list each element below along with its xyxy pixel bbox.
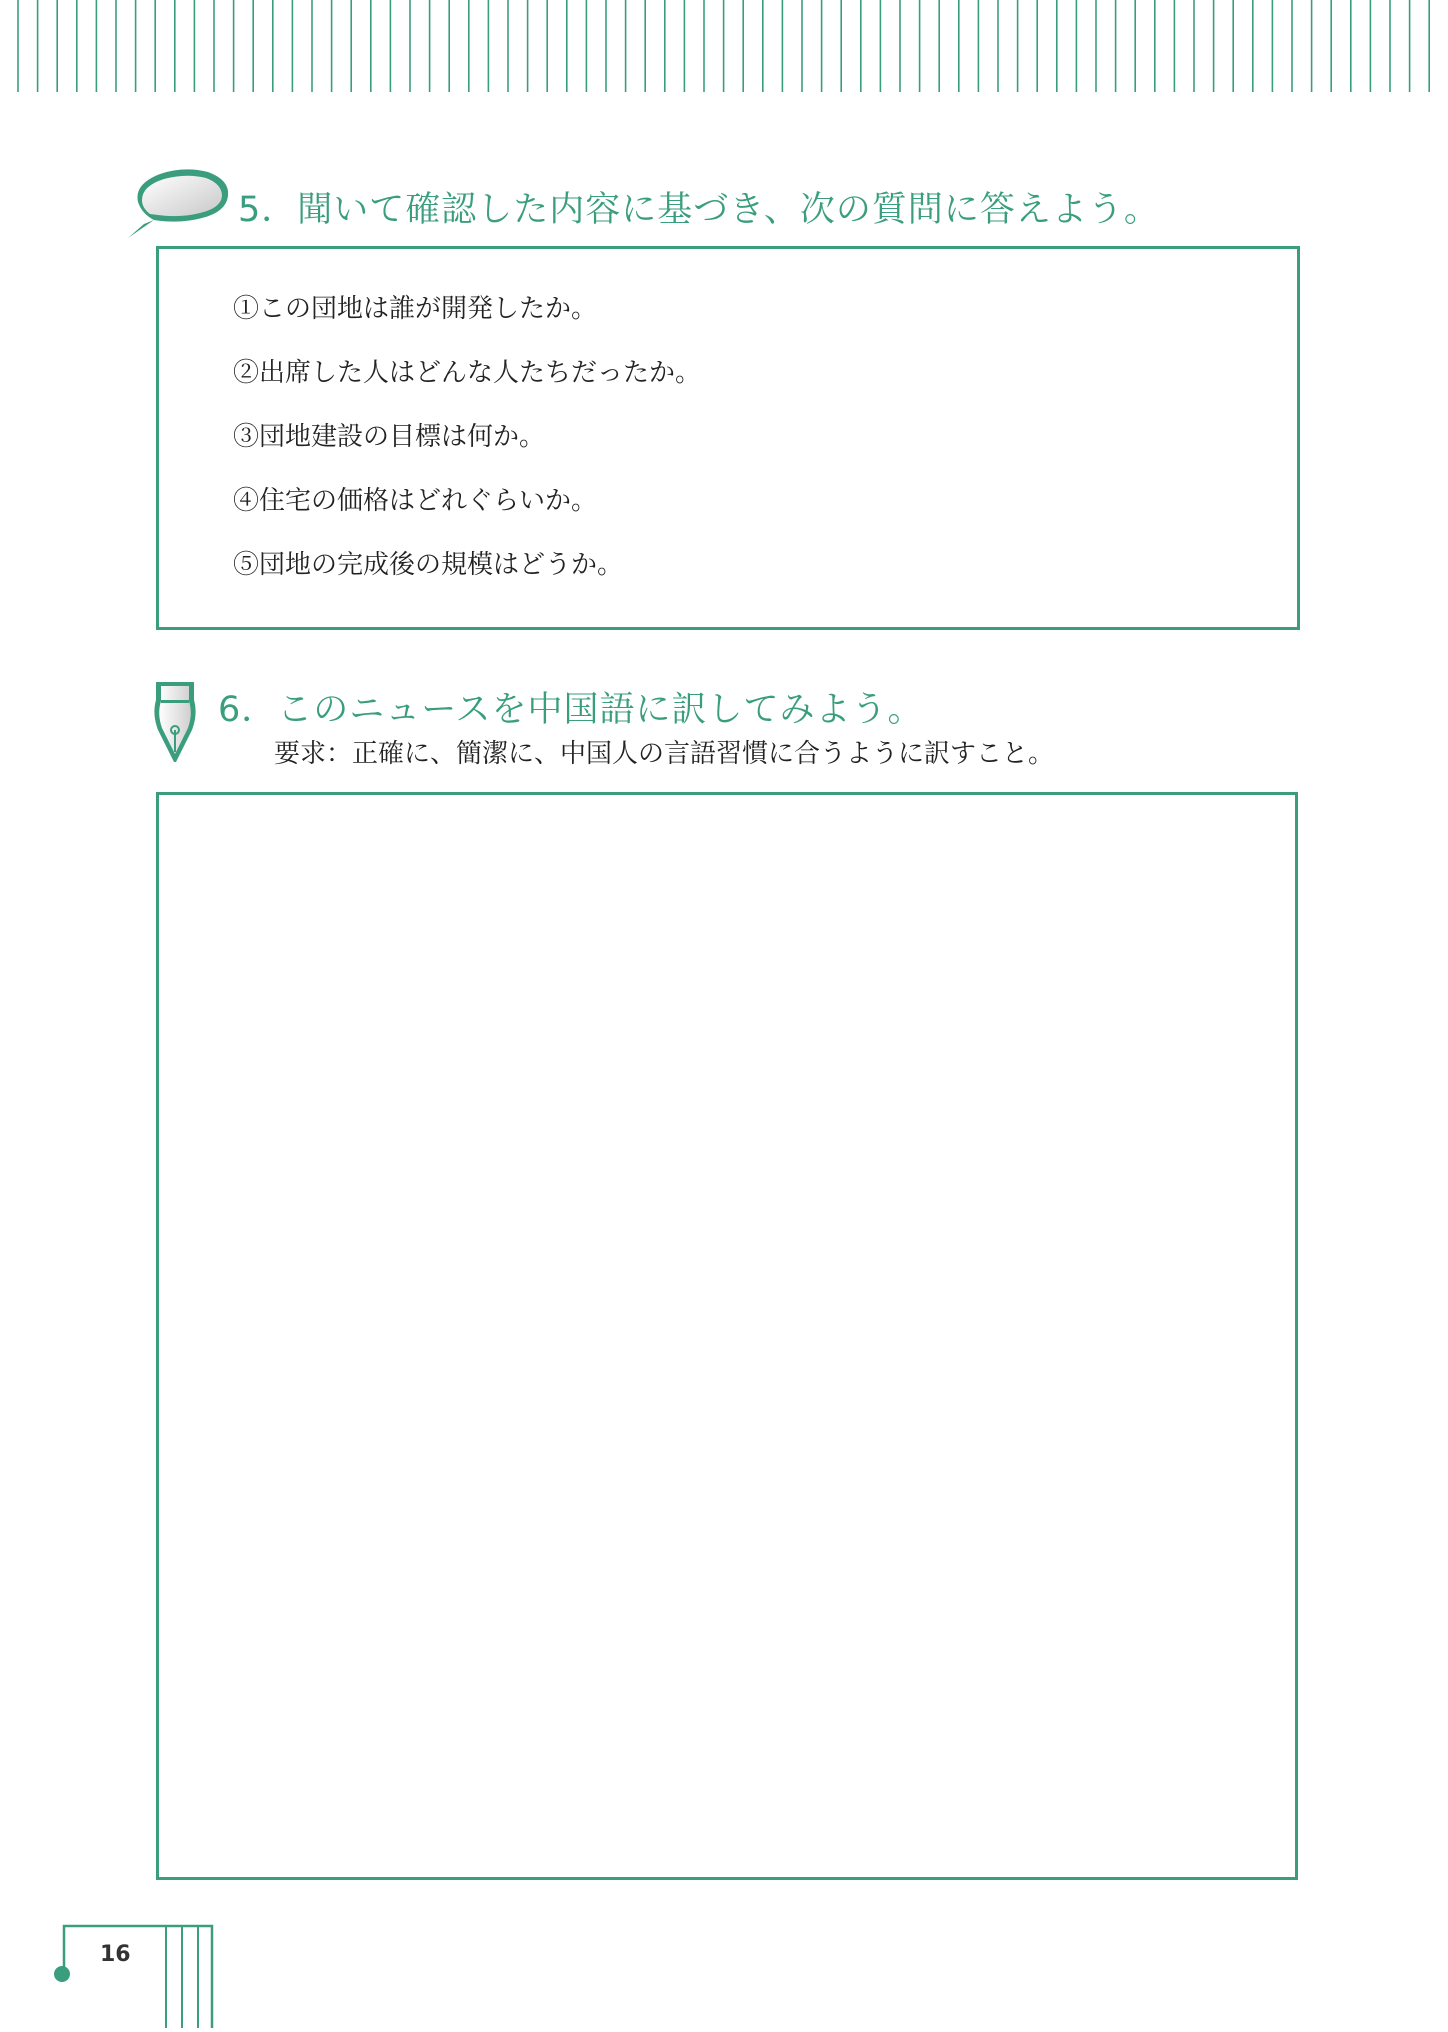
question-item: ③団地建設の目標は何か。 bbox=[233, 422, 546, 452]
section-5-heading: 5．聞いて確認した内容に基づき、次の質問に答えよう。 bbox=[238, 190, 1160, 230]
question-box bbox=[156, 246, 1300, 630]
top-stripe-decoration bbox=[0, 0, 1448, 94]
fountain-pen-icon bbox=[148, 680, 202, 764]
question-item: ⑤団地の完成後の規模はどうか。 bbox=[233, 550, 624, 580]
page-number: 16 bbox=[100, 1942, 131, 1967]
question-item: ④住宅の価格はどれぐらいか。 bbox=[233, 486, 598, 516]
question-item: ②出席した人はどんな人たちだったか。 bbox=[233, 358, 702, 388]
question-list bbox=[233, 289, 701, 609]
question-item: ①この団地は誰が開発したか。 bbox=[233, 294, 598, 324]
translation-requirement: 要求：正確に、簡潔に、中国人の言語習慣に合うように訳すこと。 bbox=[274, 739, 1055, 769]
section-6-heading: 6．このニュースを中国語に訳してみよう。 bbox=[218, 690, 924, 730]
speech-bubble-icon bbox=[124, 162, 234, 240]
answer-box bbox=[156, 792, 1298, 1880]
